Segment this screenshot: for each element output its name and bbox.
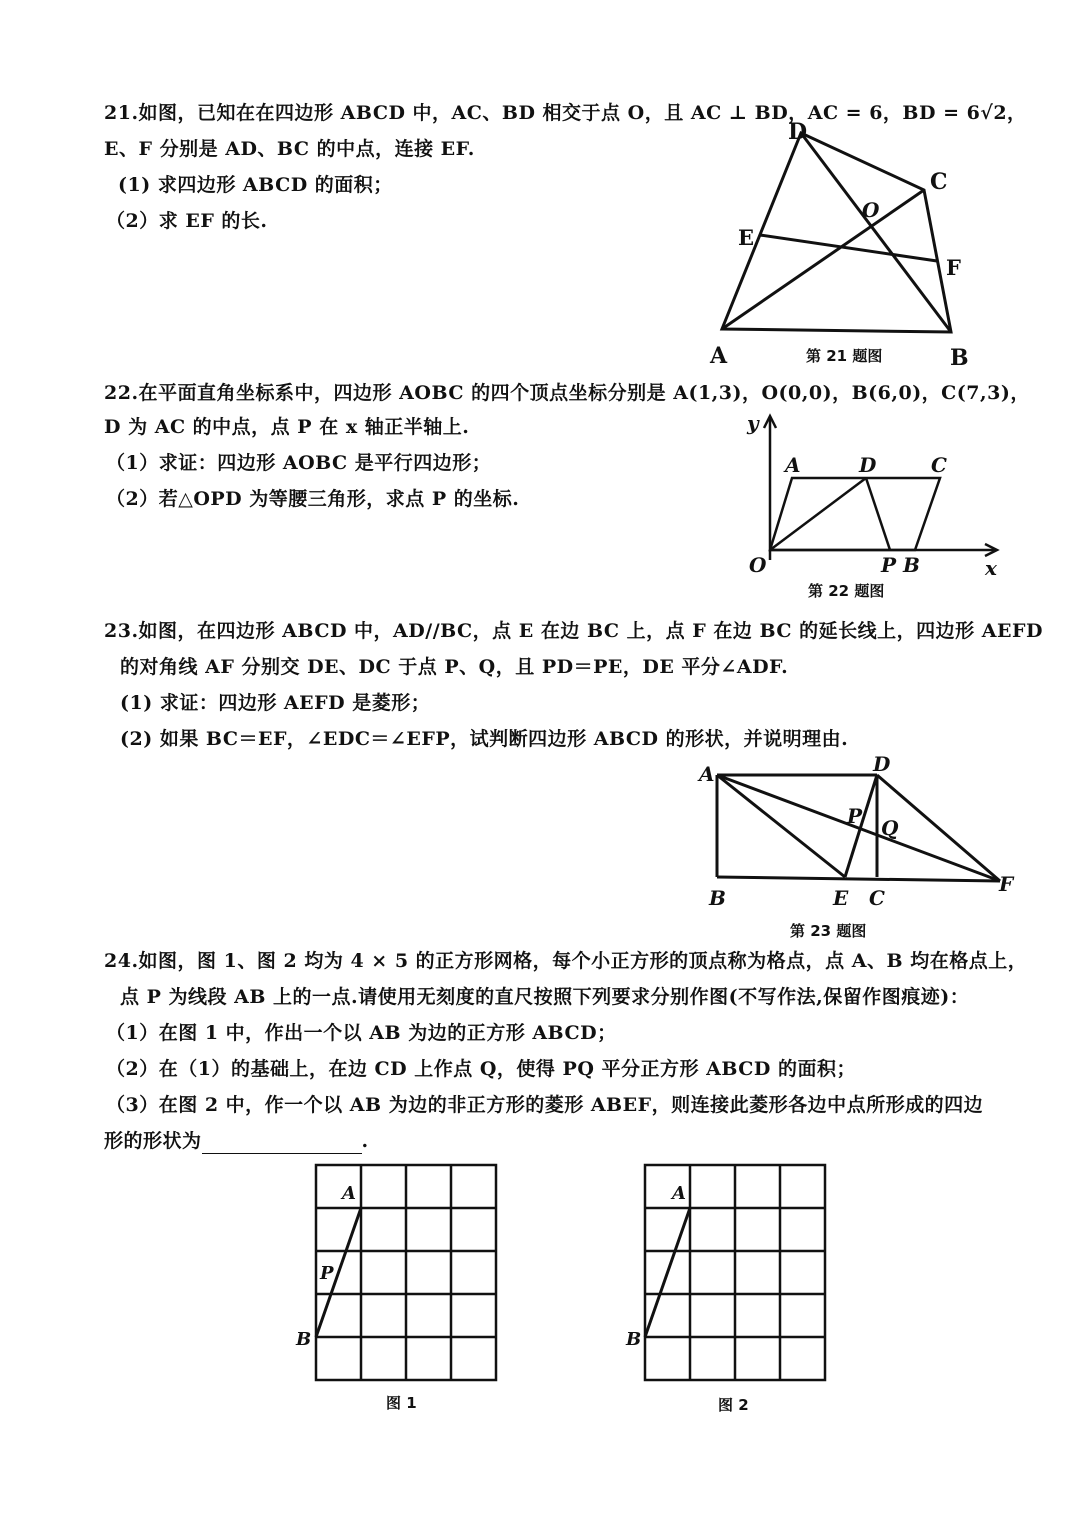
q24-grid2-label-a: A xyxy=(672,1183,686,1204)
q23-label-d: D xyxy=(873,752,891,776)
q21-label-a: A xyxy=(710,343,728,369)
q21-diagonal-bd xyxy=(801,133,951,332)
q23-label-p: P xyxy=(847,804,863,828)
q21-label-o: O xyxy=(862,198,880,222)
q23-line1: 23.如图，在四边形 ABCD 中，AD//BC，点 E 在边 BC 上，点 F 在边 BC 的延长线上，四边形 AEFD xyxy=(104,620,1043,642)
q23-label-e: E xyxy=(833,886,849,910)
q24-figure-1 xyxy=(290,1155,510,1385)
q21-quadrilateral xyxy=(722,133,951,332)
q24-grid1-label-a: A xyxy=(342,1183,356,1204)
q21-label-c: C xyxy=(930,169,948,195)
q24-grid1-label-b: B xyxy=(296,1329,312,1350)
q22-parallelogram xyxy=(770,478,940,550)
q23-diagonal-af xyxy=(717,775,1000,881)
q22-label-a: A xyxy=(785,453,801,477)
q21-part2: （2）求 EF 的长. xyxy=(106,210,268,232)
q22-label-b: B xyxy=(903,553,920,577)
q22-label-y: y xyxy=(747,411,759,435)
q22-label-d: D xyxy=(859,453,877,477)
q21-segment-ef xyxy=(760,235,937,261)
q24-part2: （2）在（1）的基础上，在边 CD 上作点 Q，使得 PQ 平分正方形 ABCD 的面积； xyxy=(106,1058,856,1080)
q22-line2: D 为 AC 的中点，点 P 在 x 轴正半轴上. xyxy=(104,416,470,438)
q23-line-bf xyxy=(717,877,1000,881)
q21-figure xyxy=(700,115,1000,375)
q24-part3b-suffix: . xyxy=(361,1130,369,1152)
q23-part1: (1) 求证：四边形 AEFD 是菱形； xyxy=(120,692,431,714)
q24-answer-blank xyxy=(202,1133,362,1154)
q24-figure-2 xyxy=(620,1155,840,1385)
q23-figure xyxy=(695,752,1020,915)
q21-label-d: D xyxy=(788,119,808,145)
q21-label-b: B xyxy=(950,345,969,371)
q22-line1: 22.在平面直角坐标系中，四边形 AOBC 的四个顶点坐标分别是 A(1,3)，O(0,0)，B(6,0)，C(7,3)， xyxy=(104,382,1030,404)
q22-label-c: C xyxy=(931,453,947,477)
q23-caption: 第 23 题图 xyxy=(790,922,867,940)
q23-label-b: B xyxy=(709,886,726,910)
q24-part3b-prefix: 形的形状为 xyxy=(104,1130,202,1152)
q21-part1: (1) 求四边形 ABCD 的面积； xyxy=(118,174,393,196)
q24-grid1-label-p: P xyxy=(320,1263,334,1284)
q23-label-a: A xyxy=(699,762,715,786)
q24-part1: （1）在图 1 中，作出一个以 AB 为边的正方形 ABCD； xyxy=(106,1022,617,1044)
q24-line2: 点 P 为线段 AB 上的一点.请使用无刻度的直尺按照下列要求分别作图(不写作法,保留作图痕迹)： xyxy=(120,986,970,1008)
q21-diagonal-ac xyxy=(722,190,924,329)
q23-line2: 的对角线 AF 分别交 DE、DC 于点 P、Q，且 PD＝PE，DE 平分∠ADF. xyxy=(120,656,789,678)
q22-label-x: x xyxy=(985,556,997,580)
q21-caption: 第 21 题图 xyxy=(806,347,883,365)
q21-label-e: E xyxy=(738,225,755,250)
q24-grid2-label-b: B xyxy=(626,1329,642,1350)
q23-label-c: C xyxy=(869,886,885,910)
q21-line2: E、F 分别是 AD、BC 的中点，连接 EF. xyxy=(104,138,475,160)
q23-segment-ae xyxy=(717,775,845,877)
q23-label-f: F xyxy=(999,872,1014,896)
q24-part3b xyxy=(104,1128,369,1154)
q23-part2: (2) 如果 BC＝EF，∠EDC＝∠EFP，试判断四边形 ABCD 的形状，并说明理由. xyxy=(120,728,849,750)
q22-part2: （2）若△OPD 为等腰三角形，求点 P 的坐标. xyxy=(106,488,520,510)
q22-part1: （1）求证：四边形 AOBC 是平行四边形； xyxy=(106,452,492,474)
q22-figure xyxy=(735,410,1015,580)
q22-segment-dp xyxy=(866,478,890,550)
q24-fig2-caption: 图 2 xyxy=(718,1396,749,1414)
q22-caption: 第 22 题图 xyxy=(808,582,885,600)
q22-label-o: O xyxy=(749,553,767,577)
q21-label-f: F xyxy=(946,255,961,280)
q22-segment-od xyxy=(770,478,866,550)
q22-label-p: P xyxy=(881,553,897,577)
q24-part3a: （3）在图 2 中，作一个以 AB 为边的非正方形的菱形 ABEF，则连接此菱形各边中点所形成的四边 xyxy=(106,1094,984,1116)
q21-line1: 21.如图，已知在在四边形 ABCD 中，AC、BD 相交于点 O，且 AC ⊥ BD，AC = 6，BD = 6√2， xyxy=(104,102,1027,124)
q24-grid2-segment-ab xyxy=(645,1208,690,1337)
q24-fig1-caption: 图 1 xyxy=(386,1394,417,1412)
q23-label-q: Q xyxy=(881,816,899,840)
q24-line1: 24.如图，图 1、图 2 均为 4 × 5 的正方形网格，每个小正方形的顶点称为格点，点 A、B 均在格点上， xyxy=(104,950,1028,972)
